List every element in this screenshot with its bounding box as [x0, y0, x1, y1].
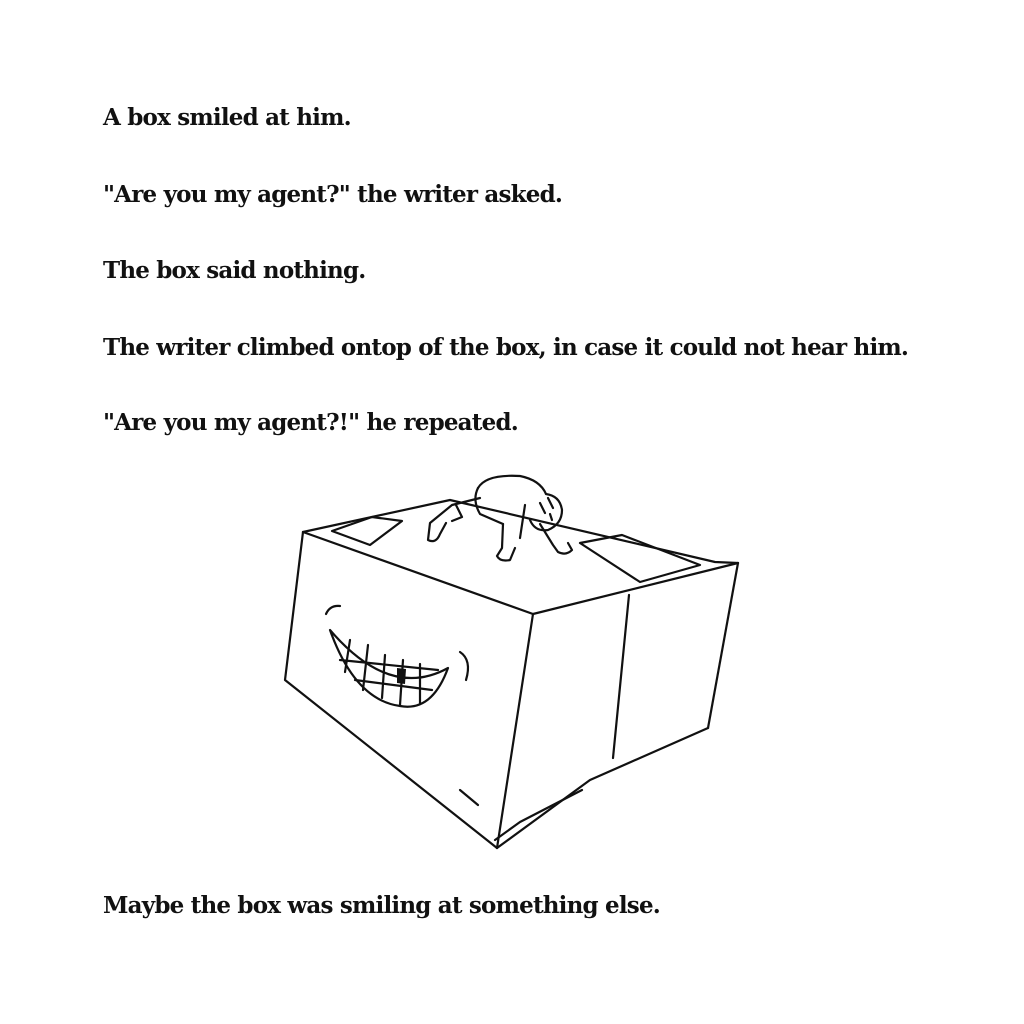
story-line-2: "Are you my agent?" the writer asked.	[103, 181, 563, 208]
story-line-5: "Are you my agent?!" he repeated.	[103, 409, 518, 436]
box-face	[326, 606, 468, 707]
story-line-6: Maybe the box was smiling at something else.	[103, 892, 660, 919]
box-drawing	[285, 500, 738, 848]
story-line-4: The writer climbed ontop of the box, in case it could not hear him.	[103, 334, 909, 361]
story-line-3: The box said nothing.	[103, 257, 366, 284]
writer-figure	[428, 476, 572, 561]
story-line-1: A box smiled at him.	[103, 104, 351, 131]
